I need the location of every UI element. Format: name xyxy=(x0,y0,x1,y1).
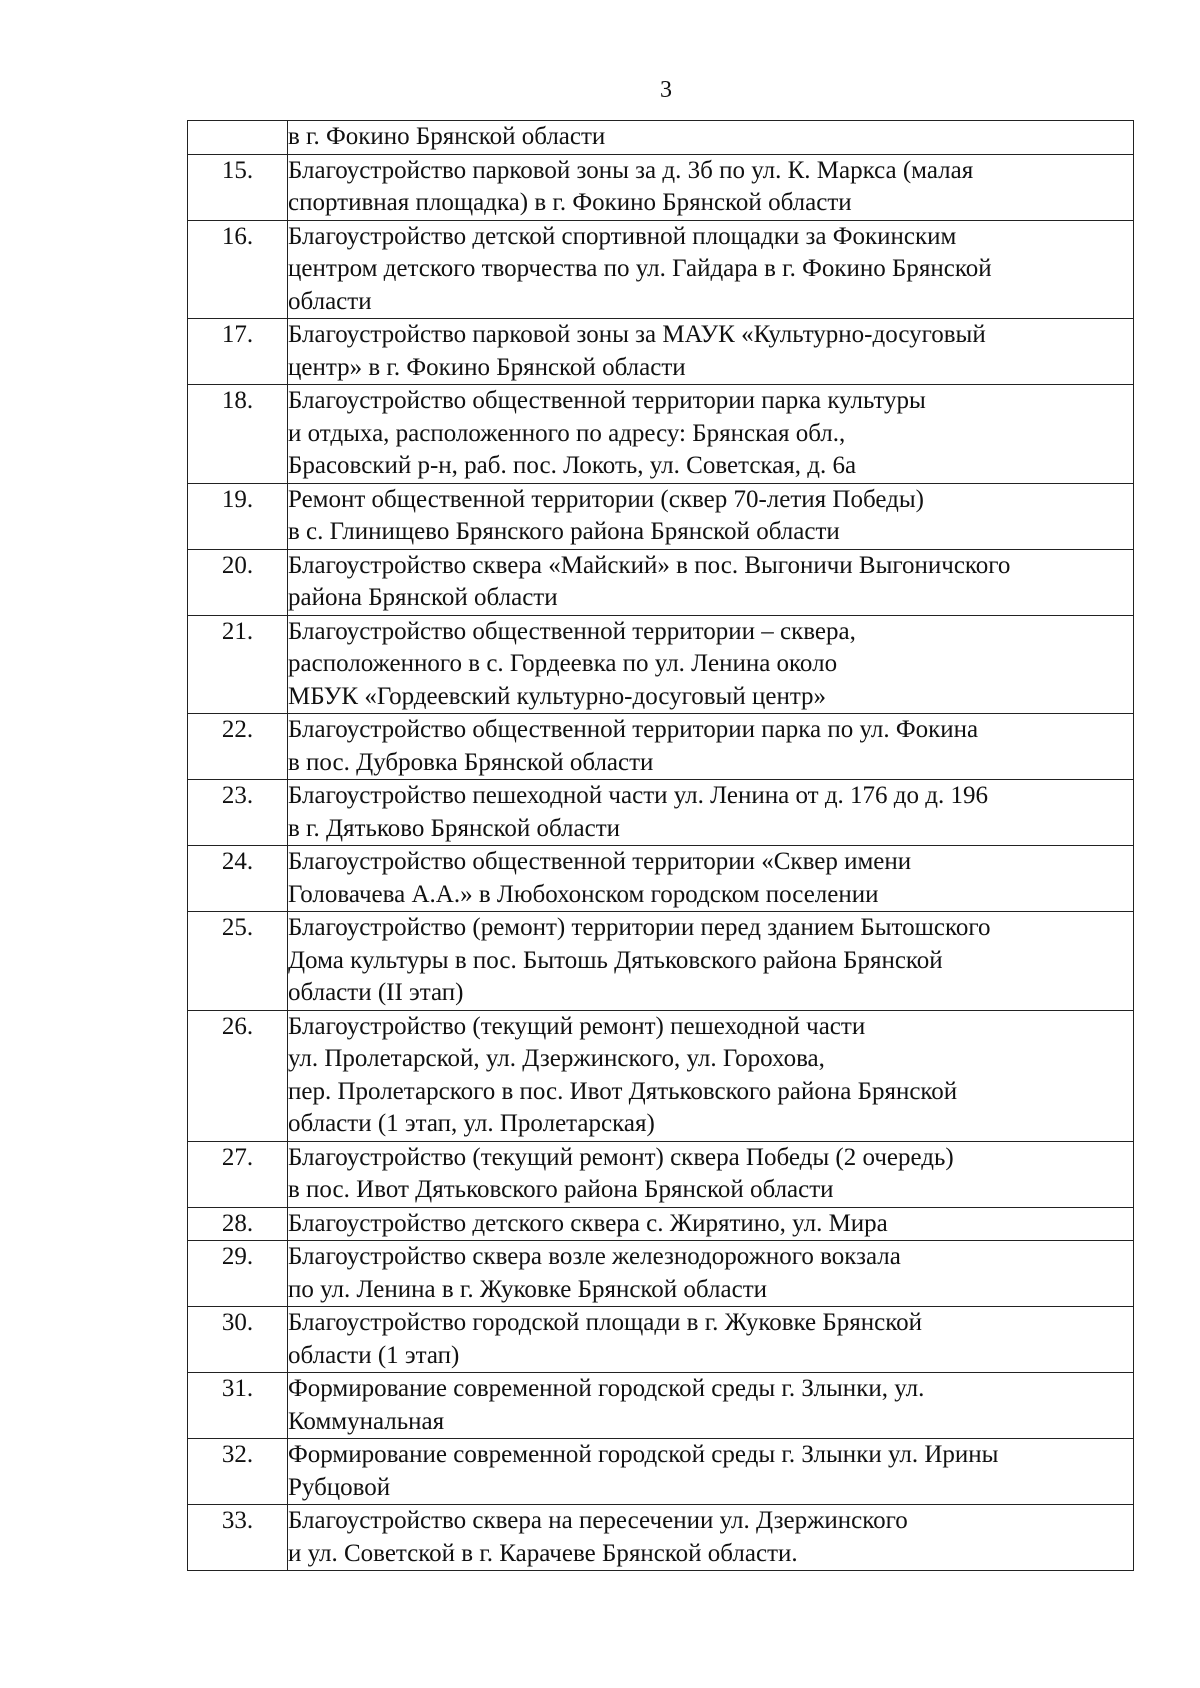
row-description xyxy=(288,385,1134,484)
row-number: 27. xyxy=(188,1141,288,1207)
description-line: спортивная площадка) в г. Фокино Брянской области xyxy=(288,189,852,216)
row-number: 17. xyxy=(188,319,288,385)
table-row xyxy=(188,385,1134,484)
row-description xyxy=(288,1010,1134,1141)
description-line: в пос. Дубровка Брянской области xyxy=(288,748,654,776)
description-line: и отдыха, расположенного по адресу: Брянская обл., xyxy=(288,419,846,447)
row-description xyxy=(288,1505,1134,1571)
description-line: Благоустройство общественной территории парка по ул. Фокина xyxy=(288,716,979,743)
table-row xyxy=(188,1207,1134,1241)
table-row xyxy=(188,1439,1134,1505)
row-number: 25. xyxy=(188,912,288,1011)
row-number: 22. xyxy=(188,714,288,780)
description-line: Благоустройство парковой зоны за МАУК «Культурно-досуговый xyxy=(288,321,986,348)
description-line: области xyxy=(288,287,372,315)
description-line: Благоустройство (ремонт) территории перед зданием Бытошского xyxy=(288,914,991,941)
description-line: Благоустройство сквера возле железнодорожного вокзала xyxy=(288,1243,901,1270)
description-line: в г. Дятьково Брянской области xyxy=(288,814,621,842)
table-row xyxy=(188,220,1134,319)
description-line: расположенного в с. Гордеевка по ул. Ленина около xyxy=(288,650,838,677)
description-line: Благоустройство детской спортивной площадки за Фокинским xyxy=(288,222,957,250)
description-line: Благоустройство общественной территории парка культуры xyxy=(288,387,926,414)
table-row xyxy=(188,154,1134,220)
row-number: 21. xyxy=(188,615,288,714)
row-number: 26. xyxy=(188,1010,288,1141)
table-row xyxy=(188,912,1134,1011)
row-description xyxy=(288,1207,1134,1241)
description-line: области (1 этап) xyxy=(288,1341,460,1369)
row-number: 32. xyxy=(188,1439,288,1505)
row-description xyxy=(288,1241,1134,1307)
row-number xyxy=(188,121,288,155)
row-number: 23. xyxy=(188,780,288,846)
table-body xyxy=(188,121,1134,1571)
description-line: Благоустройство городской площади в г. Жуковке Брянской xyxy=(288,1309,922,1336)
row-number: 28. xyxy=(188,1207,288,1241)
table-row xyxy=(188,780,1134,846)
row-description xyxy=(288,154,1134,220)
description-line: Формирование современной городской среды г. Злынки ул. Ирины xyxy=(288,1441,999,1468)
description-line: района Брянской области xyxy=(288,584,558,611)
description-line: Благоустройство (текущий ремонт) сквера Победы (2 очередь) xyxy=(288,1143,954,1171)
description-line: Дома культуры в пос. Бытошь Дятьковского района Брянской xyxy=(288,946,943,974)
row-description xyxy=(288,780,1134,846)
table-row xyxy=(188,319,1134,385)
table-row xyxy=(188,1505,1134,1571)
row-description xyxy=(288,1373,1134,1439)
page-number: 3 xyxy=(660,77,672,103)
row-description xyxy=(288,1307,1134,1373)
table-row xyxy=(188,615,1134,714)
table-row xyxy=(188,1241,1134,1307)
table-row xyxy=(188,549,1134,615)
description-line: Ремонт общественной территории (сквер 70-летия Победы) xyxy=(288,485,924,513)
description-line: МБУК «Гордеевский культурно-досуговый центр» xyxy=(288,682,827,710)
table-row xyxy=(188,121,1134,155)
table-row xyxy=(188,1307,1134,1373)
table-row xyxy=(188,1141,1134,1207)
row-number: 18. xyxy=(188,385,288,484)
row-description xyxy=(288,912,1134,1011)
row-number: 24. xyxy=(188,846,288,912)
description-line: Благоустройство детского сквера с. Жирятино, ул. Мира xyxy=(288,1209,888,1237)
description-line: пер. Пролетарского в пос. Ивот Дятьковского района Брянской xyxy=(288,1077,958,1105)
row-description xyxy=(288,714,1134,780)
projects-table xyxy=(187,120,1134,1571)
row-description xyxy=(288,1141,1134,1207)
description-line: центр» в г. Фокино Брянской области xyxy=(288,353,686,381)
row-description xyxy=(288,483,1134,549)
description-line: в пос. Ивот Дятьковского района Брянской области xyxy=(288,1176,834,1203)
description-line: и ул. Советской в г. Карачеве Брянской области. xyxy=(288,1539,798,1567)
row-number: 29. xyxy=(188,1241,288,1307)
description-line: Коммунальная xyxy=(288,1407,445,1435)
table-row xyxy=(188,483,1134,549)
description-line: Рубцовой xyxy=(288,1473,391,1501)
description-line: Головачева А.А.» в Любохонском городском поселении xyxy=(288,880,879,908)
table-row xyxy=(188,846,1134,912)
row-description xyxy=(288,1439,1134,1505)
row-description xyxy=(288,121,1134,155)
description-line: Формирование современной городской среды г. Злынки, ул. xyxy=(288,1375,925,1402)
description-line: Благоустройство общественной территории «Сквер имени xyxy=(288,848,912,875)
description-line: центром детского творчества по ул. Гайдара в г. Фокино Брянской xyxy=(288,255,992,282)
description-line: по ул. Ленина в г. Жуковке Брянской области xyxy=(288,1275,767,1303)
row-number: 19. xyxy=(188,483,288,549)
row-number: 16. xyxy=(188,220,288,319)
row-description xyxy=(288,220,1134,319)
table-row xyxy=(188,1010,1134,1141)
row-number: 20. xyxy=(188,549,288,615)
description-line: Благоустройство парковой зоны за д. 3б по ул. К. Маркса (малая xyxy=(288,156,974,184)
description-line: в с. Глинищево Брянского района Брянской области xyxy=(288,518,840,545)
row-description xyxy=(288,319,1134,385)
description-line: области (1 этап, ул. Пролетарская) xyxy=(288,1110,655,1137)
row-number: 30. xyxy=(188,1307,288,1373)
description-line: Брасовский р-н, раб. пос. Локоть, ул. Советская, д. 6а xyxy=(288,452,857,479)
table-row xyxy=(188,714,1134,780)
row-number: 31. xyxy=(188,1373,288,1439)
description-line: области (II этап) xyxy=(288,979,464,1006)
row-description xyxy=(288,615,1134,714)
row-description xyxy=(288,846,1134,912)
description-line: ул. Пролетарской, ул. Дзержинского, ул. Горохова, xyxy=(288,1045,825,1072)
description-line: Благоустройство сквера на пересечении ул. Дзержинского xyxy=(288,1507,908,1534)
row-number: 15. xyxy=(188,154,288,220)
row-description xyxy=(288,549,1134,615)
row-number: 33. xyxy=(188,1505,288,1571)
description-line: Благоустройство пешеходной части ул. Ленина от д. 176 до д. 196 xyxy=(288,782,988,809)
description-line: Благоустройство сквера «Майский» в пос. Выгоничи Выгоничского xyxy=(288,551,1011,579)
description-line: Благоустройство общественной территории – сквера, xyxy=(288,617,856,645)
description-line: в г. Фокино Брянской области xyxy=(288,123,606,150)
table-row xyxy=(188,1373,1134,1439)
description-line: Благоустройство (текущий ремонт) пешеходной части xyxy=(288,1012,866,1040)
